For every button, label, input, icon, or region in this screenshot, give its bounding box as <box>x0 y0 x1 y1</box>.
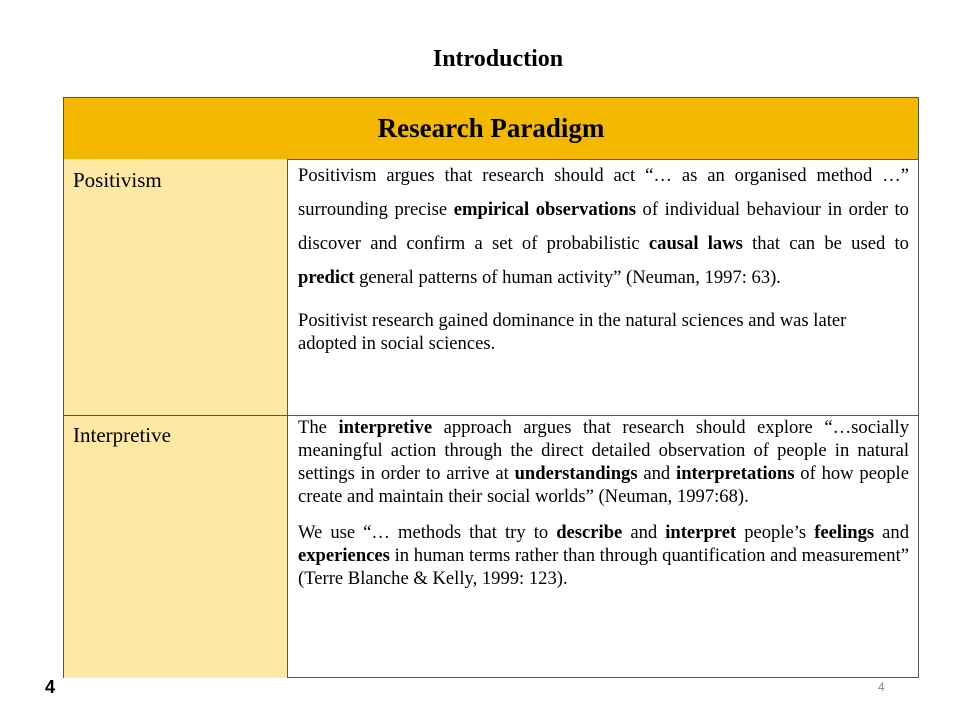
row-label-interpretive: Interpretive <box>64 416 288 678</box>
interpretive-methods-quote: We use “… methods that try to describe and interpret people’s feelings and experiences in human terms rather than through quantification and measurement” (Terre Blanche & Kelly, 1999: 123). <box>298 522 909 589</box>
positivism-definition: Positivism argues that research should act “… as an organised method …” surrounding precise empirical observations of individual behaviour in order to discover and confirm a set of probabilistic causal laws that can be used to predict general patterns of human activity” (Neuman, 1997: 63). <box>298 165 909 288</box>
footer-page-number: 4 <box>878 680 885 694</box>
table-row-positivism <box>64 159 918 416</box>
positivism-note: Positivist research gained dominance in the natural sciences and was later adopted in social sciences. <box>298 310 847 354</box>
interpretive-definition: The interpretive approach argues that research should explore “…socially meaningful action through the direct detailed observation of people in natural settings in order to arrive at understandings and interpretations of how people create and maintain their social worlds” (Neuman, 1997:68). <box>298 417 909 507</box>
slide-title: Introduction <box>432 46 564 72</box>
table-header: Research Paradigm <box>64 98 918 160</box>
research-paradigm-table <box>63 97 919 678</box>
row-content-positivism <box>288 159 918 415</box>
row-label-positivism: Positivism <box>64 159 288 415</box>
row-content-interpretive <box>288 416 918 678</box>
page-number: 4 <box>45 677 56 697</box>
table-row-interpretive <box>64 416 918 678</box>
